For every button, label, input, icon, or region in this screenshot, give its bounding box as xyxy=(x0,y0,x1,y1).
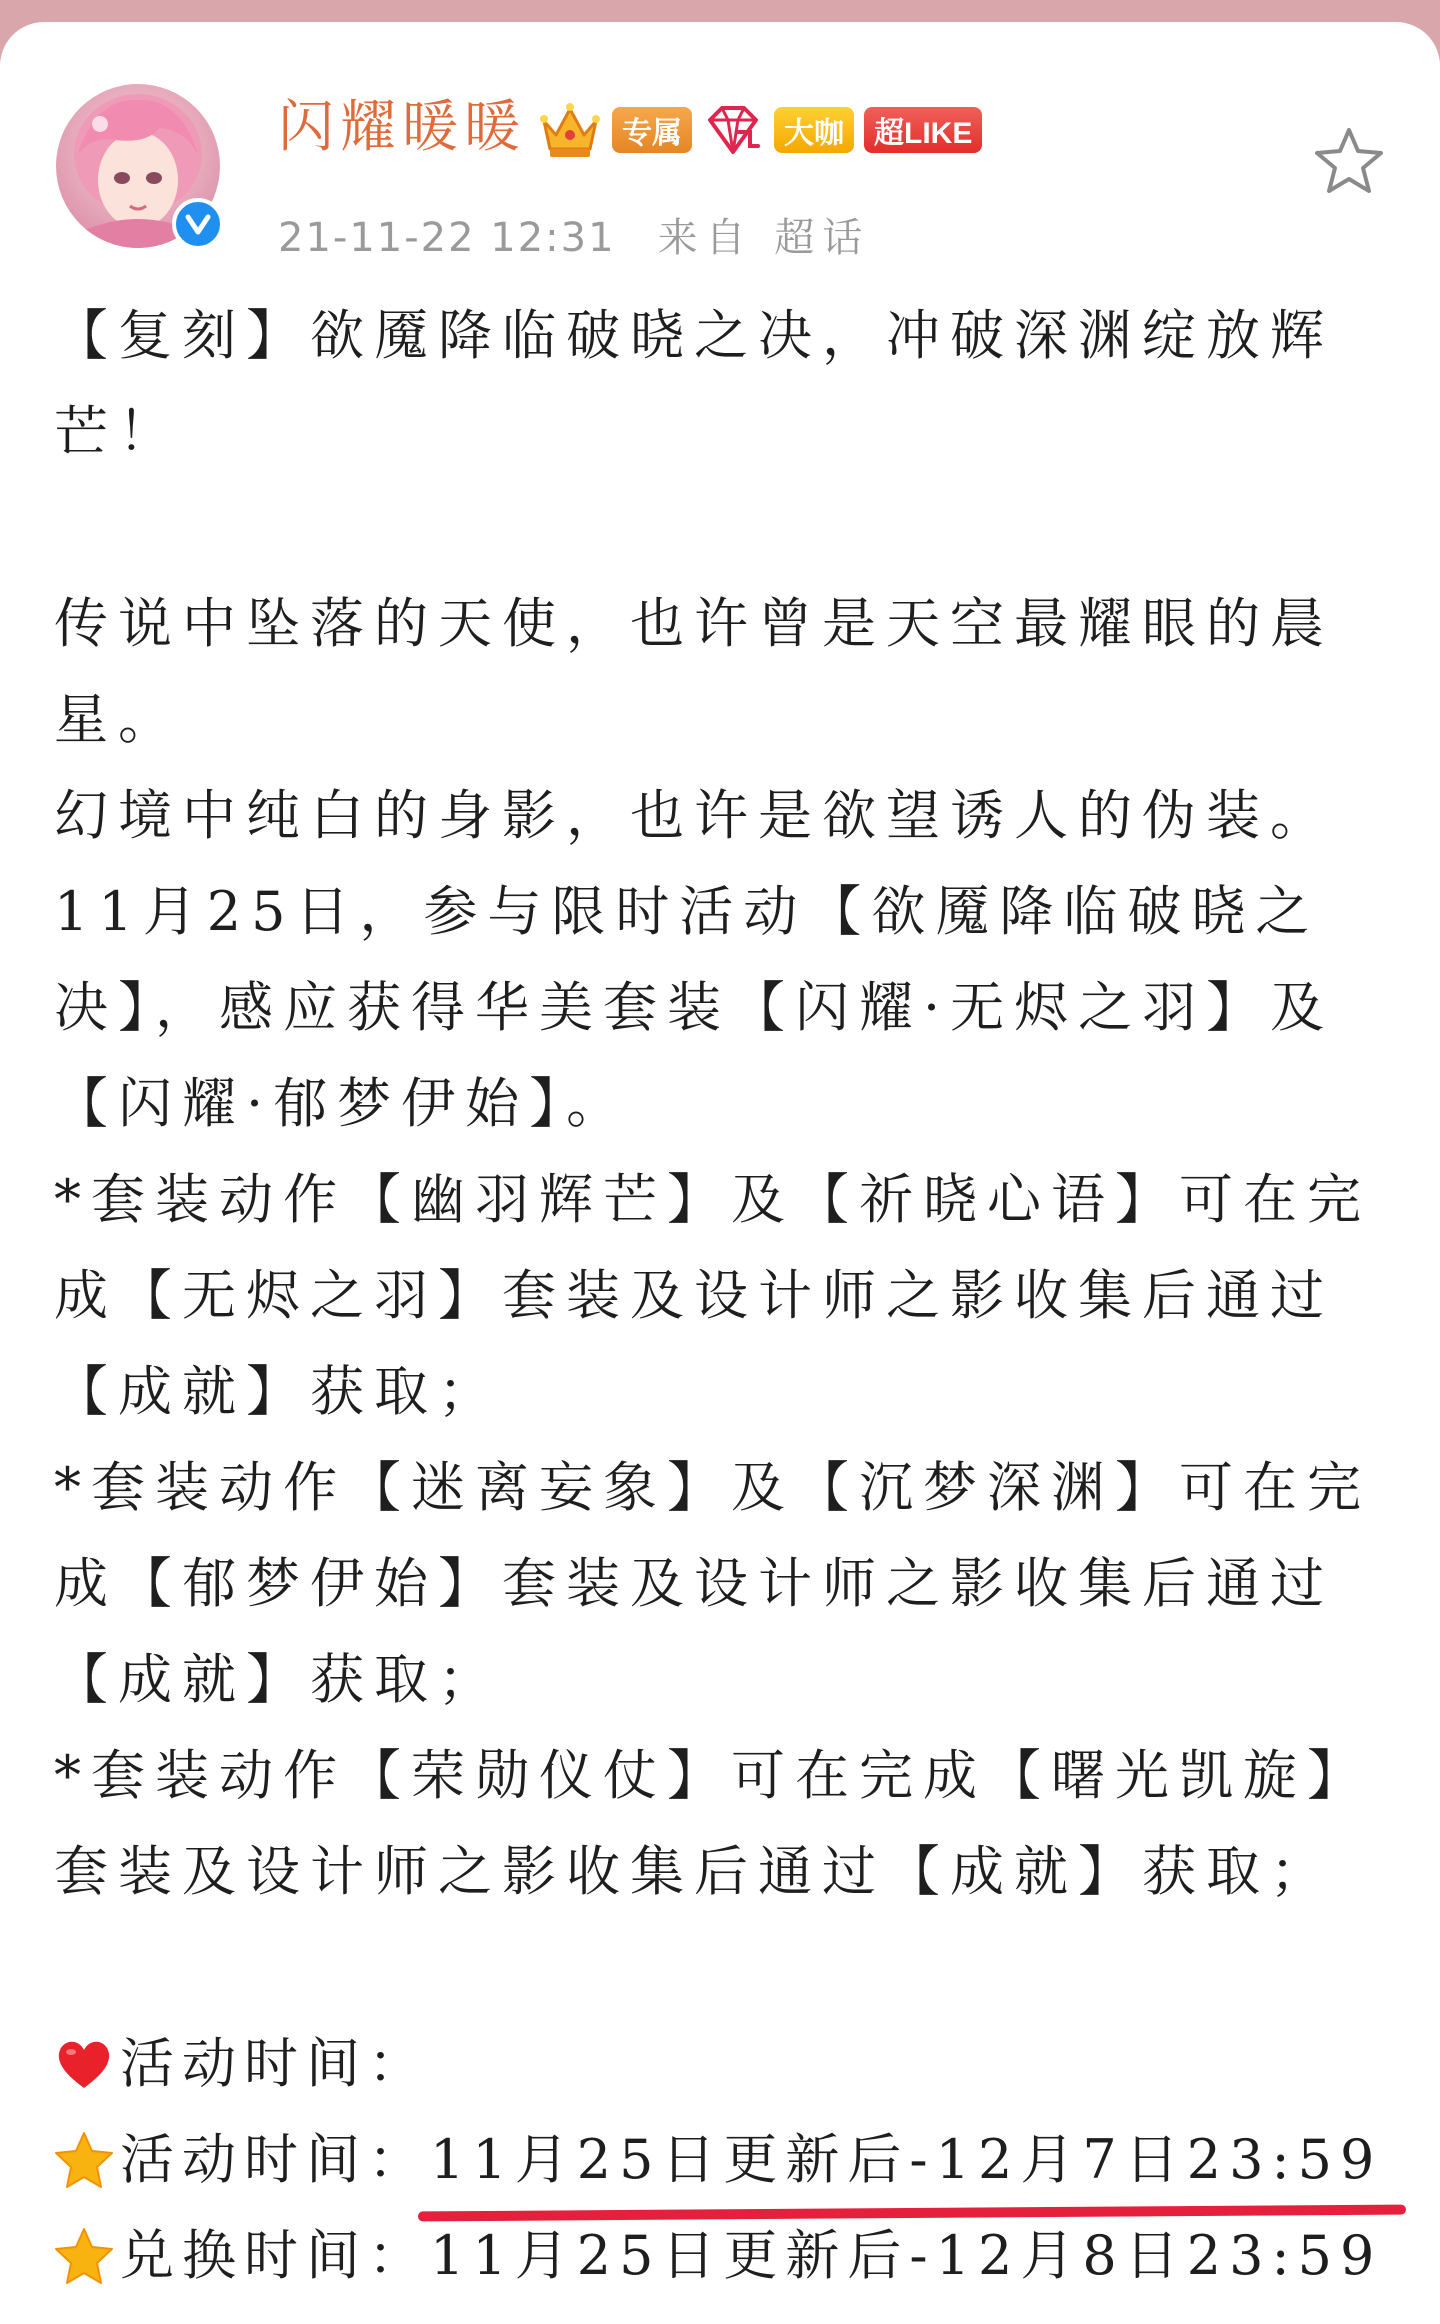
blank-line xyxy=(54,1920,1384,2016)
post-body xyxy=(54,288,1384,2304)
body-paragraph: *套装动作【荣勋仪仗】可在完成【曙光凯旋】套装及设计师之影收集后通过【成就】获取； xyxy=(54,1744,1371,1903)
event-time-line xyxy=(54,2112,1384,2208)
time-heading: 活动时间： xyxy=(120,2032,430,2095)
badge-row xyxy=(538,98,982,162)
body-paragraph: 幻境中纯白的身影，也许是欲望诱人的伪装。 xyxy=(54,784,1334,847)
star-outline-icon[interactable] xyxy=(1312,124,1386,198)
star-emoji-icon xyxy=(54,2130,114,2190)
crown-icon[interactable] xyxy=(538,99,602,161)
exchange-time-value: 11月25日更新后-12月8日23:59 xyxy=(430,2224,1383,2287)
post-timestamp: 21-11-22 12:31 xyxy=(278,215,616,261)
body-paragraph: 传说中坠落的天使，也许曾是天空最耀眼的晨星。 xyxy=(54,592,1334,751)
post-header xyxy=(56,84,1386,261)
time-heading-line xyxy=(54,2016,1384,2112)
exchange-time-line xyxy=(54,2208,1384,2304)
superlike-badge[interactable]: 超LIKE xyxy=(864,107,982,153)
post-title-paragraph: 【复刻】欲魇降临破晓之决，冲破深渊绽放辉芒！ xyxy=(54,304,1334,463)
dakai-badge[interactable]: 大咖 xyxy=(774,107,854,153)
body-paragraph: *套装动作【幽羽辉芒】及【祈晓心语】可在完成【无烬之羽】套装及设计师之影收集后通过【成就】获取； xyxy=(54,1168,1371,1423)
blank-line xyxy=(54,480,1384,576)
username[interactable]: 闪耀暖暖 xyxy=(278,95,526,160)
gem-icon[interactable] xyxy=(702,102,764,158)
event-time-label: 活动时间： xyxy=(120,2128,430,2191)
post-source[interactable]: 来自 超话 xyxy=(657,215,871,261)
body-paragraph: *套装动作【迷离妄象】及【沉梦深渊】可在完成【郁梦伊始】套装及设计师之影收集后通过【成就】获取； xyxy=(54,1456,1371,1711)
post-meta xyxy=(278,210,870,266)
star-emoji-icon xyxy=(54,2226,114,2286)
post-card xyxy=(0,22,1440,2324)
event-time-value: 11月25日更新后-12月7日23:59 xyxy=(430,2128,1383,2191)
red-heart-icon xyxy=(54,2034,114,2094)
exclusive-badge[interactable]: 专属 xyxy=(612,107,692,153)
exchange-time-label: 兑换时间： xyxy=(120,2224,430,2287)
body-paragraph: 11月25日，参与限时活动【欲魇降临破晓之决】，感应获得华美套装【闪耀·无烬之羽】及【闪耀·郁梦伊始】。 xyxy=(54,880,1335,1135)
event-time-value-wrap xyxy=(430,2112,1382,2208)
verified-v-icon xyxy=(172,198,224,250)
